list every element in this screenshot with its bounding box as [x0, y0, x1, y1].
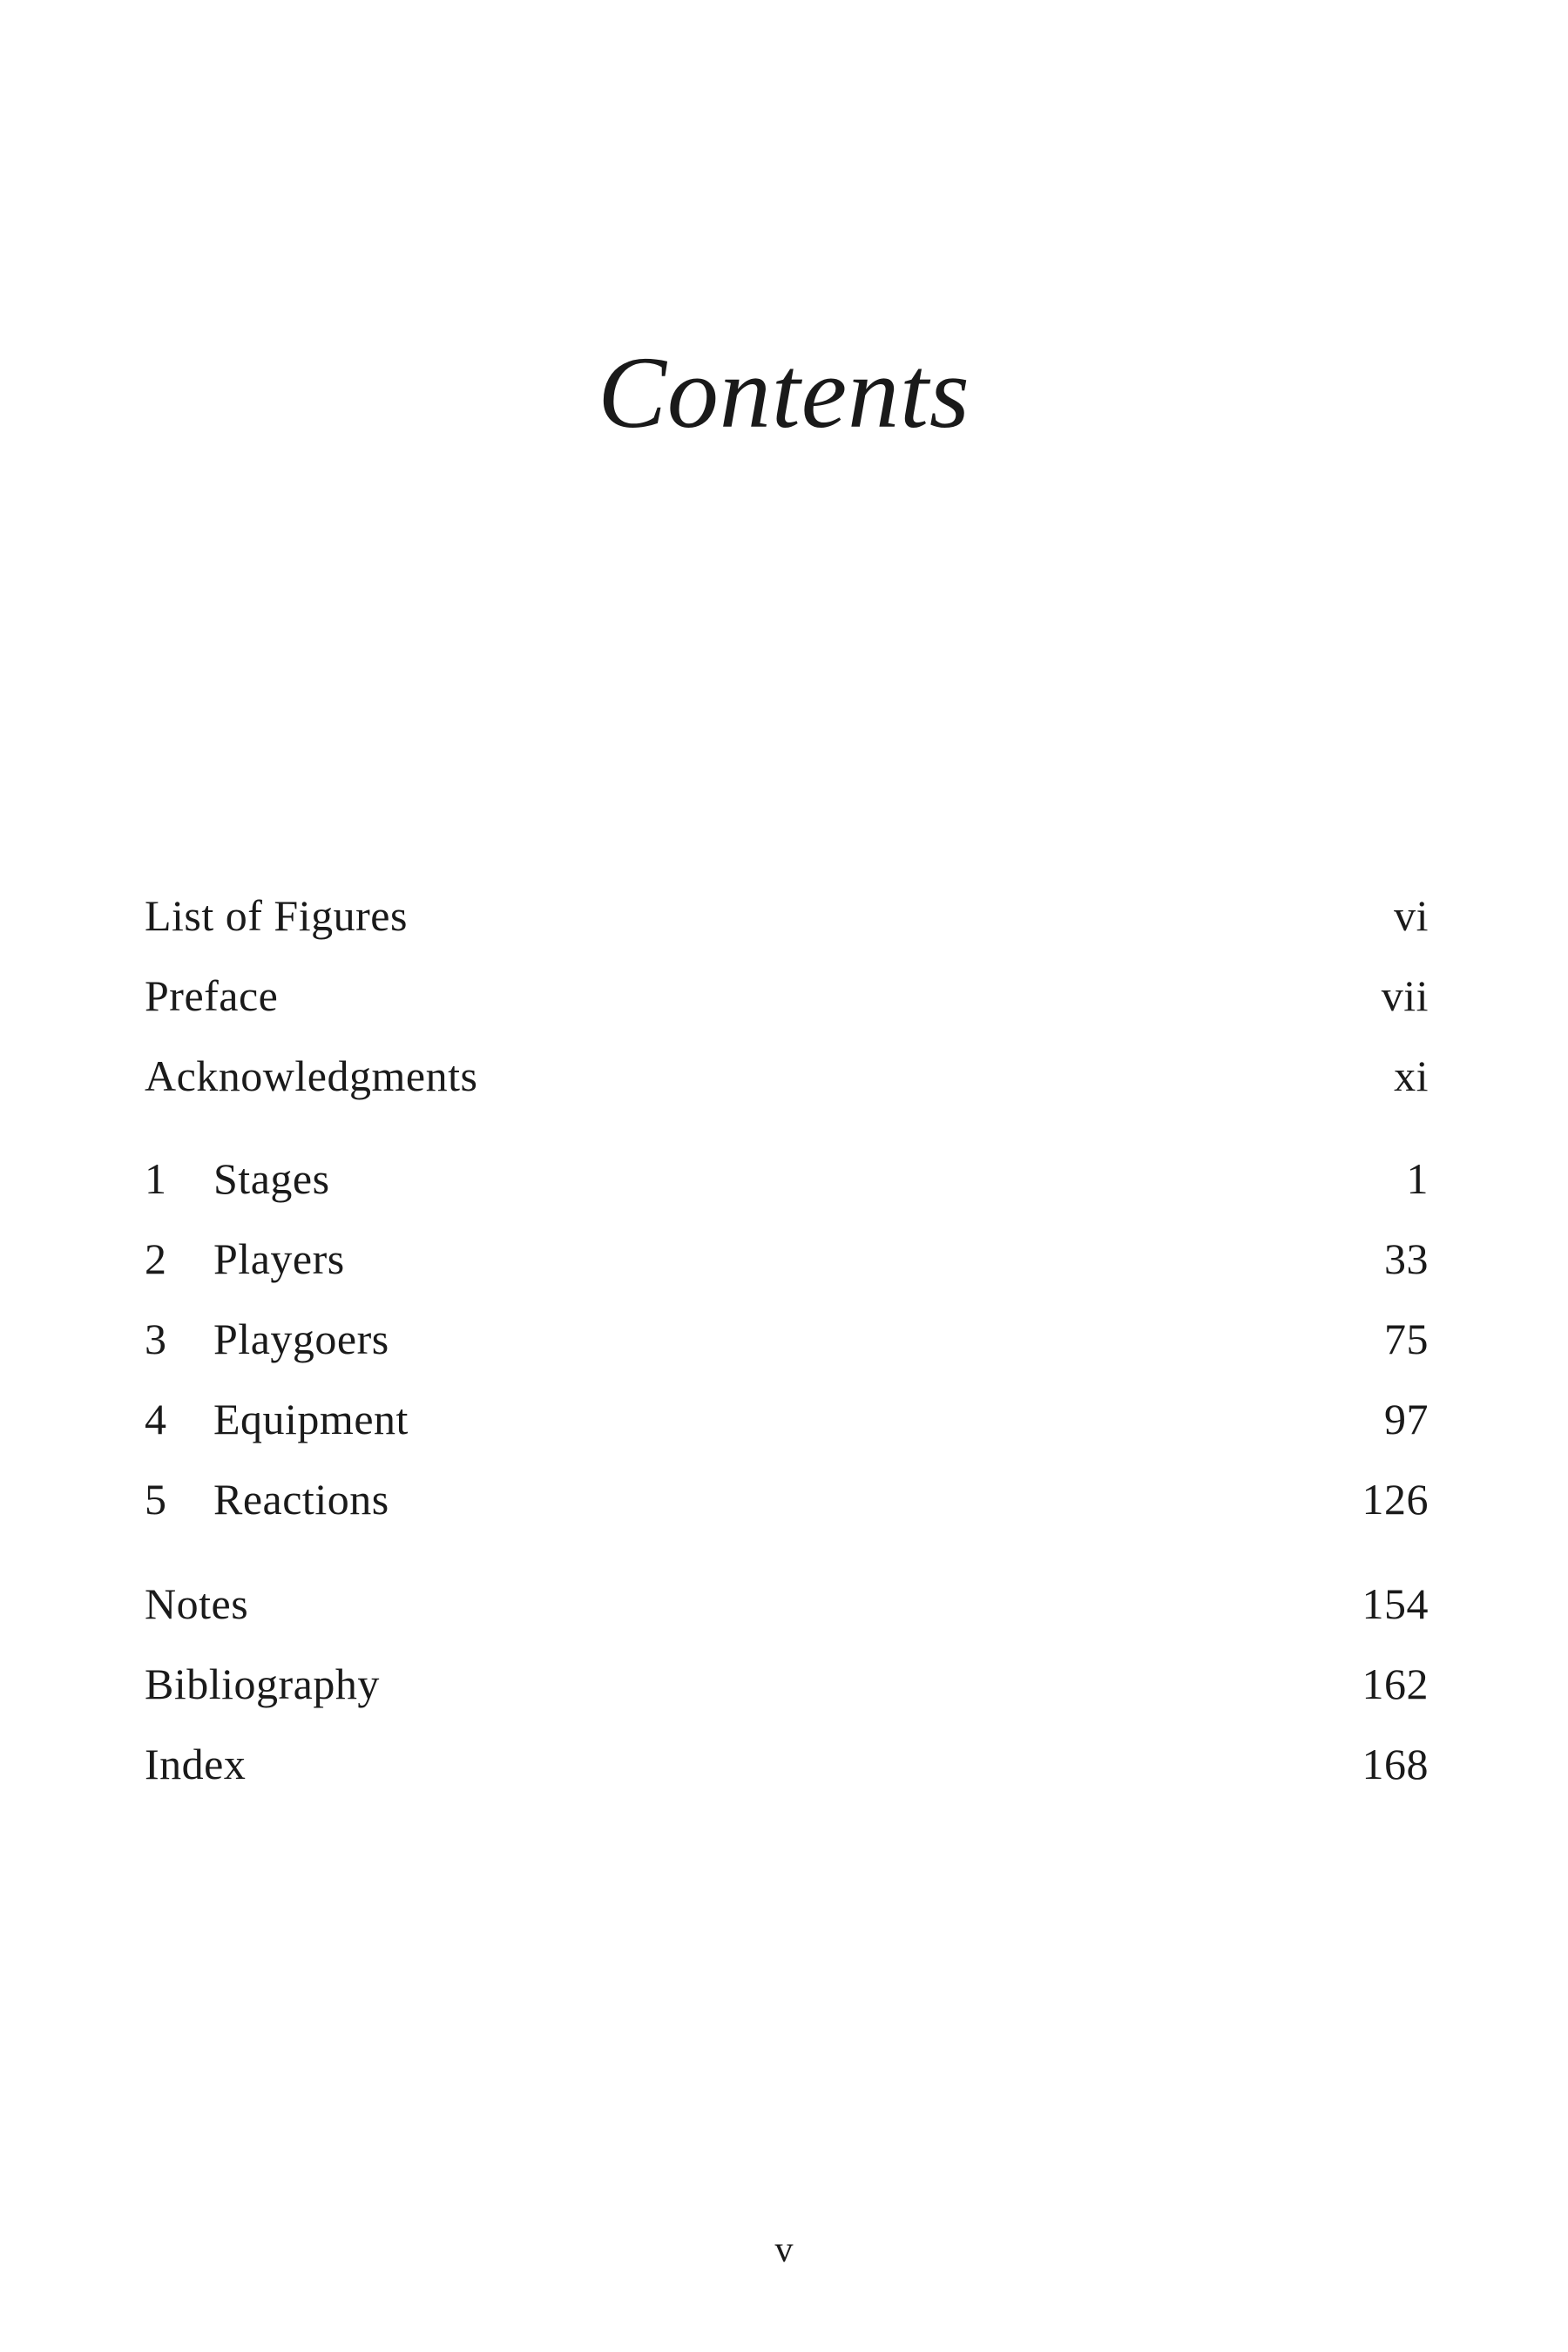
toc-entry-label: Reactions [213, 1475, 389, 1524]
chapter-number: 2 [145, 1234, 167, 1283]
toc-entry-page: vii [1381, 971, 1429, 1020]
page-number: v [774, 2230, 794, 2270]
toc-entry-acknowledgments[interactable] [145, 1045, 1429, 1106]
toc-entry-chapter-5[interactable] [145, 1469, 1429, 1530]
chapter-number: 1 [145, 1154, 167, 1203]
toc-entry-label: Equipment [213, 1395, 409, 1443]
toc-entry-page: 162 [1362, 1659, 1429, 1708]
toc-entry-index[interactable] [145, 1734, 1429, 1794]
toc-entry-label: Stages [213, 1154, 330, 1203]
chapter-number: 4 [145, 1395, 167, 1443]
toc-entry-bibliography[interactable] [145, 1653, 1429, 1714]
toc-entry-label: Notes [145, 1579, 249, 1628]
toc-entry-chapter-1[interactable] [145, 1148, 1429, 1209]
toc-entry-page: 168 [1362, 1740, 1429, 1788]
toc-entry-chapter-3[interactable] [145, 1308, 1429, 1369]
toc-entry-chapter-4[interactable] [145, 1389, 1429, 1450]
toc-entry-page: 33 [1384, 1234, 1429, 1283]
toc-entry-label: Players [213, 1234, 345, 1283]
toc-entry-page: 1 [1406, 1154, 1429, 1203]
page-title: Contents [598, 335, 970, 449]
toc-entry-label: Playgoers [213, 1315, 389, 1363]
toc-entry-label: Preface [145, 971, 279, 1020]
toc-entry-chapter-2[interactable] [145, 1228, 1429, 1289]
toc-entry-list-of-figures[interactable] [145, 885, 1429, 946]
toc-entry-preface[interactable] [145, 965, 1429, 1026]
toc-entry-page: 126 [1362, 1475, 1429, 1524]
toc-entry-page: 97 [1384, 1395, 1429, 1443]
toc-entry-page: xi [1394, 1051, 1429, 1100]
toc-entry-notes[interactable] [145, 1573, 1429, 1634]
toc-entry-page: 154 [1362, 1579, 1429, 1628]
chapter-number: 5 [145, 1475, 167, 1524]
toc-entry-label: Bibliography [145, 1659, 380, 1708]
toc-entry-page: vi [1394, 891, 1429, 940]
chapter-number: 3 [145, 1315, 167, 1363]
toc-entry-page: 75 [1384, 1315, 1429, 1363]
toc-entry-label: Acknowledgments [145, 1051, 478, 1100]
toc-entry-label: List of Figures [145, 891, 408, 940]
toc-entry-label: Index [145, 1740, 247, 1788]
